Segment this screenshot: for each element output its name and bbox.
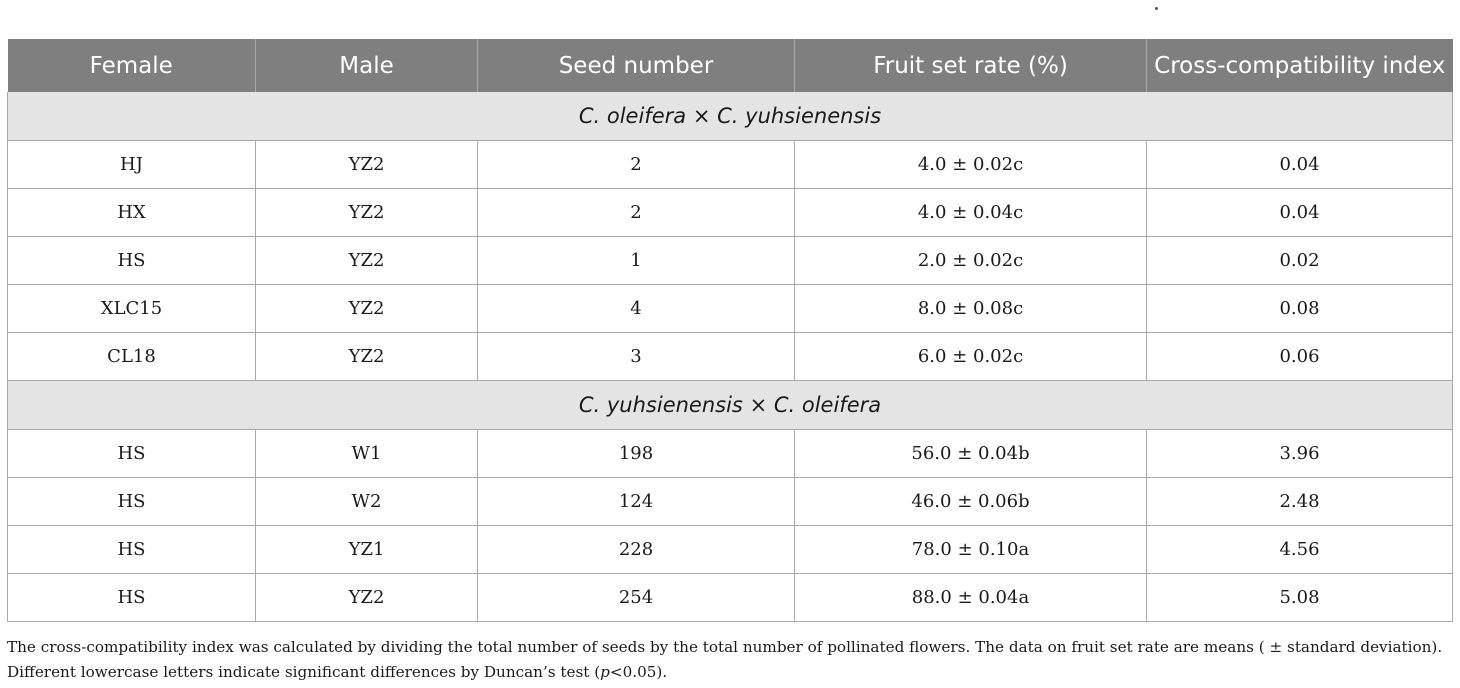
seed-number-cell: 124 xyxy=(478,478,795,526)
table-body xyxy=(8,92,1453,622)
group-cross-symbol: × xyxy=(692,104,711,128)
footnote-p-symbol: p xyxy=(600,663,610,681)
female-cell: HS xyxy=(8,574,256,622)
seed-number-cell: 1 xyxy=(478,237,795,285)
male-cell: YZ2 xyxy=(256,141,478,189)
male-cell: W2 xyxy=(256,478,478,526)
group-label xyxy=(8,92,1453,141)
seed-number-cell: 4 xyxy=(478,285,795,333)
fruit-set-rate-cell: 4.0 ± 0.04c xyxy=(795,189,1147,237)
fruit-set-rate-cell: 2.0 ± 0.02c xyxy=(795,237,1147,285)
seed-number-cell: 198 xyxy=(478,430,795,478)
female-cell: HS xyxy=(8,526,256,574)
header-male: Male xyxy=(256,39,478,92)
header-cross-compatibility-index: Cross-compatibility index xyxy=(1147,39,1453,92)
female-cell: CL18 xyxy=(8,333,256,381)
footnote-line-1: The cross-compatibility index was calculated by dividing the total number of seeds by the total number of pollinated flowers. The data on fruit set rate are means ( ± standard deviation). Different xyxy=(7,638,1443,681)
group-cross-symbol: × xyxy=(749,393,768,417)
cross-compatibility-index-cell: 2.48 xyxy=(1147,478,1453,526)
cross-compatibility-index-cell: 3.96 xyxy=(1147,430,1453,478)
female-cell: HS xyxy=(8,478,256,526)
male-cell: YZ2 xyxy=(256,285,478,333)
group-species-b: C. yuhsienensis xyxy=(717,104,882,128)
cross-compatibility-index-cell: 0.04 xyxy=(1147,189,1453,237)
female-cell: XLC15 xyxy=(8,285,256,333)
footnote-line-2-prefix: lowercase letters indicate significant differences by Duncan’s test ( xyxy=(80,663,601,681)
cross-compatibility-index-cell: 0.02 xyxy=(1147,237,1453,285)
seed-number-cell: 3 xyxy=(478,333,795,381)
seed-number-cell: 2 xyxy=(478,141,795,189)
female-cell: HS xyxy=(8,430,256,478)
male-cell: YZ2 xyxy=(256,237,478,285)
group-header-row xyxy=(8,92,1453,141)
fruit-set-rate-cell: 46.0 ± 0.06b xyxy=(795,478,1147,526)
seed-number-cell: 254 xyxy=(478,574,795,622)
stray-dot-mark xyxy=(1155,7,1158,10)
results-table xyxy=(7,39,1453,622)
seed-number-cell: 228 xyxy=(478,526,795,574)
group-species-a: C. yuhsienensis xyxy=(578,393,743,417)
seed-number-cell: 2 xyxy=(478,189,795,237)
male-cell: W1 xyxy=(256,430,478,478)
header-female: Female xyxy=(8,39,256,92)
group-label xyxy=(8,381,1453,430)
cross-compatibility-index-cell: 0.08 xyxy=(1147,285,1453,333)
table-row xyxy=(8,141,1453,189)
fruit-set-rate-cell: 88.0 ± 0.04a xyxy=(795,574,1147,622)
footnote-line-2-suffix: <0.05). xyxy=(609,663,668,681)
female-cell: HJ xyxy=(8,141,256,189)
group-header-row xyxy=(8,381,1453,430)
cross-compatibility-index-cell: 5.08 xyxy=(1147,574,1453,622)
table-row xyxy=(8,237,1453,285)
table-footnote xyxy=(7,635,1455,685)
female-cell: HX xyxy=(8,189,256,237)
group-species-a: C. oleifera xyxy=(578,104,687,128)
table-row xyxy=(8,333,1453,381)
cross-compatibility-index-cell: 4.56 xyxy=(1147,526,1453,574)
group-species-b: C. oleifera xyxy=(773,393,882,417)
female-cell: HS xyxy=(8,237,256,285)
male-cell: YZ2 xyxy=(256,333,478,381)
male-cell: YZ2 xyxy=(256,189,478,237)
male-cell: YZ1 xyxy=(256,526,478,574)
male-cell: YZ2 xyxy=(256,574,478,622)
fruit-set-rate-cell: 56.0 ± 0.04b xyxy=(795,430,1147,478)
fruit-set-rate-cell: 8.0 ± 0.08c xyxy=(795,285,1147,333)
table-row xyxy=(8,526,1453,574)
table-row xyxy=(8,189,1453,237)
table-row xyxy=(8,478,1453,526)
header-seed-number: Seed number xyxy=(478,39,795,92)
table-row xyxy=(8,574,1453,622)
fruit-set-rate-cell: 78.0 ± 0.10a xyxy=(795,526,1147,574)
table-header-row xyxy=(8,39,1453,92)
cross-compatibility-index-cell: 0.06 xyxy=(1147,333,1453,381)
table-row xyxy=(8,430,1453,478)
table-row xyxy=(8,285,1453,333)
cross-compatibility-index-cell: 0.04 xyxy=(1147,141,1453,189)
fruit-set-rate-cell: 4.0 ± 0.02c xyxy=(795,141,1147,189)
header-fruit-set-rate: Fruit set rate (%) xyxy=(795,39,1147,92)
fruit-set-rate-cell: 6.0 ± 0.02c xyxy=(795,333,1147,381)
